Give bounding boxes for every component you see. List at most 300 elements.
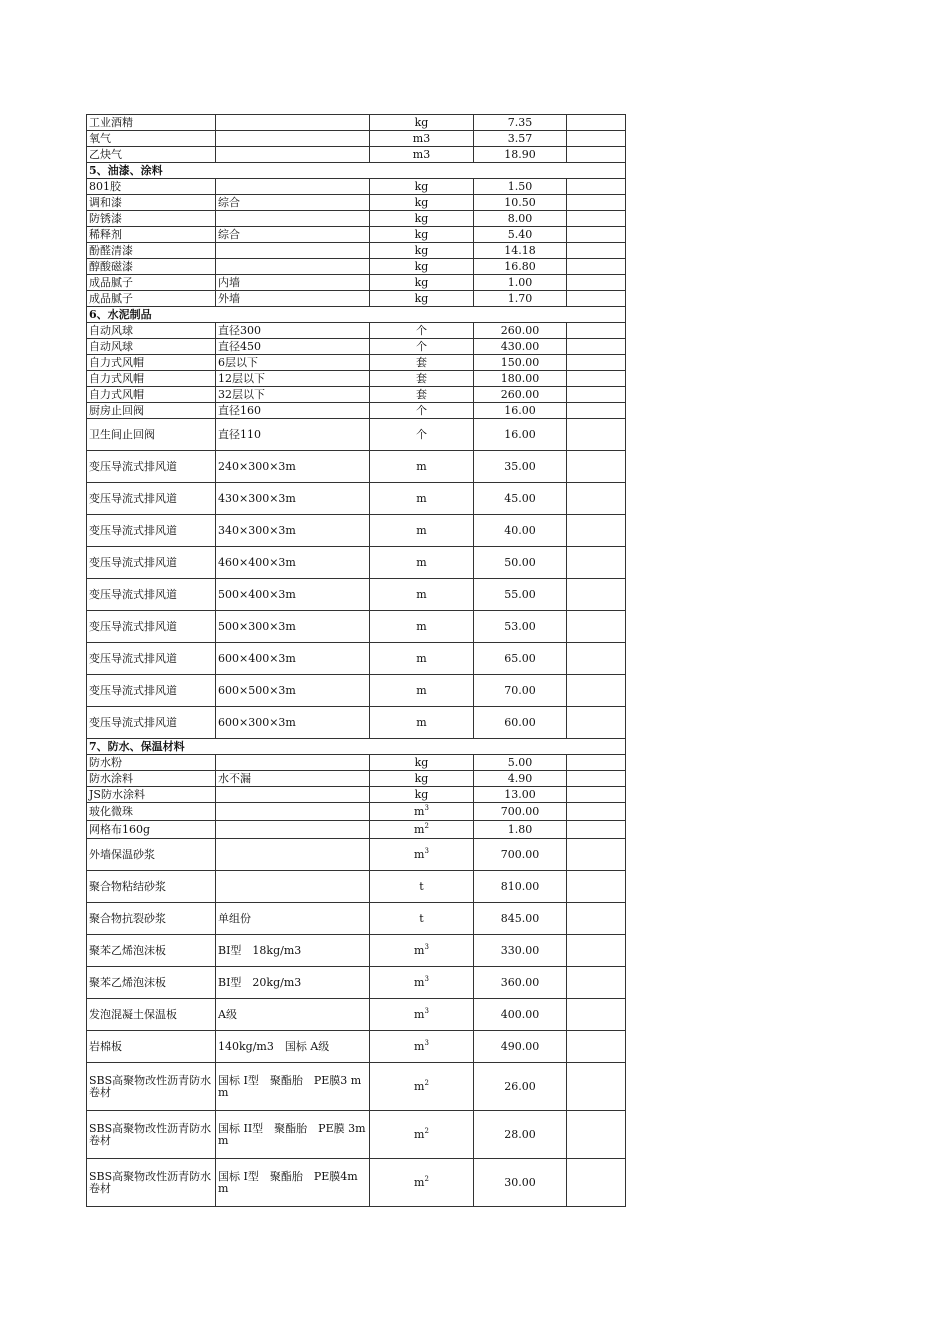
unit-text: kg [414,291,429,305]
item-unit-cell [370,515,474,547]
table-row [87,611,626,643]
unit-exponent: 3 [424,942,429,951]
unit-exponent: 3 [424,1038,429,1047]
item-spec-cell: A级 [216,999,370,1031]
unit-text: 套 [416,387,427,401]
item-unit-cell [370,1111,474,1159]
item-spec-cell: 430×300×3m [216,483,370,515]
item-name-cell: 自力式风帽 [87,371,216,387]
item-price-cell: 70.00 [474,675,567,707]
item-price-cell: 30.00 [474,1159,567,1207]
item-price-cell: 8.00 [474,211,567,227]
item-unit-cell [370,483,474,515]
item-remark-cell [567,403,626,419]
table-row [87,131,626,147]
table-row [87,211,626,227]
item-price-cell: 400.00 [474,999,567,1031]
item-unit-cell [370,275,474,291]
item-price-cell: 7.35 [474,115,567,131]
item-name-cell: 网格布160g [87,821,216,839]
unit-text: m [414,1127,425,1141]
item-spec-cell: 240×300×3m [216,451,370,483]
table-row [87,451,626,483]
item-unit-cell [370,755,474,771]
unit-text: m3 [412,131,431,145]
table-row [87,483,626,515]
item-unit-cell [370,147,474,163]
item-remark-cell [567,871,626,903]
table-row [87,259,626,275]
item-price-cell: 50.00 [474,547,567,579]
unit-text: kg [414,195,429,209]
item-name-cell: 801胶 [87,179,216,195]
item-spec-cell: BI型 18kg/m3 [216,935,370,967]
unit-text: m [416,523,427,537]
item-remark-cell [567,839,626,871]
unit-text: m [414,1007,425,1021]
item-spec-cell: 国标 I型 聚酯胎 PE膜3 mm [216,1063,370,1111]
section-title: 6、水泥制品 [87,307,626,323]
unit-text: 个 [416,323,427,337]
item-price-cell: 16.00 [474,403,567,419]
unit-text: 套 [416,355,427,369]
item-unit-cell [370,803,474,821]
item-remark-cell [567,787,626,803]
item-price-cell: 4.90 [474,771,567,787]
item-remark-cell [567,967,626,999]
item-spec-cell: 直径300 [216,323,370,339]
item-remark-cell [567,579,626,611]
item-remark-cell [567,707,626,739]
item-remark-cell [567,483,626,515]
item-remark-cell [567,387,626,403]
unit-text: m [414,1079,425,1093]
item-spec-cell: 6层以下 [216,355,370,371]
item-remark-cell [567,371,626,387]
unit-text: t [419,879,424,893]
unit-text: m [414,975,425,989]
section-title: 5、油漆、涂料 [87,163,626,179]
item-spec-cell: 32层以下 [216,387,370,403]
item-price-cell: 16.80 [474,259,567,275]
item-name-cell: 聚合物抗裂砂浆 [87,903,216,935]
table-row [87,839,626,871]
item-unit-cell [370,935,474,967]
item-remark-cell [567,755,626,771]
table-row [87,771,626,787]
unit-text: m [416,715,427,729]
table-row [87,1111,626,1159]
item-unit-cell [370,243,474,259]
unit-text: kg [414,755,429,769]
table-row [87,339,626,355]
item-unit-cell [370,451,474,483]
unit-text: kg [414,227,429,241]
item-name-cell: SBS高聚物改性沥青防水卷材 [87,1159,216,1207]
unit-text: m [416,459,427,473]
item-unit-cell [370,291,474,307]
item-price-cell: 700.00 [474,803,567,821]
item-price-cell: 10.50 [474,195,567,211]
unit-text: m [416,491,427,505]
item-remark-cell [567,147,626,163]
item-spec-cell: 综合 [216,195,370,211]
item-price-cell: 430.00 [474,339,567,355]
item-remark-cell [567,115,626,131]
item-spec-cell: 综合 [216,227,370,243]
section-header-row [87,739,626,755]
unit-text: m [416,555,427,569]
item-price-cell: 14.18 [474,243,567,259]
item-name-cell: 厨房止回阀 [87,403,216,419]
item-spec-cell: 140kg/m3 国标 A级 [216,1031,370,1063]
item-name-cell: SBS高聚物改性沥青防水卷材 [87,1063,216,1111]
unit-text: 个 [416,339,427,353]
item-name-cell: JS防水涂料 [87,787,216,803]
item-name-cell: 成品腻子 [87,275,216,291]
item-price-cell: 260.00 [474,387,567,403]
table-row [87,403,626,419]
item-unit-cell [370,355,474,371]
item-spec-cell: 直径110 [216,419,370,451]
item-price-cell: 330.00 [474,935,567,967]
unit-text: kg [414,787,429,801]
item-name-cell: 稀释剂 [87,227,216,243]
item-spec-cell: 500×400×3m [216,579,370,611]
item-remark-cell [567,211,626,227]
item-unit-cell [370,387,474,403]
item-spec-cell [216,821,370,839]
item-price-cell: 5.40 [474,227,567,243]
item-remark-cell [567,1159,626,1207]
item-name-cell: 成品腻子 [87,291,216,307]
item-unit-cell [370,547,474,579]
item-spec-cell: 460×400×3m [216,547,370,579]
item-spec-cell [216,755,370,771]
item-price-cell: 260.00 [474,323,567,339]
item-unit-cell [370,1159,474,1207]
table-row [87,821,626,839]
item-remark-cell [567,515,626,547]
table-row [87,871,626,903]
unit-exponent: 2 [424,1174,429,1183]
table-row [87,387,626,403]
item-name-cell: 变压导流式排风道 [87,675,216,707]
item-remark-cell [567,821,626,839]
table-row [87,147,626,163]
item-name-cell: 氧气 [87,131,216,147]
item-name-cell: 玻化微珠 [87,803,216,821]
table-row [87,355,626,371]
table-row [87,323,626,339]
section-header-row [87,307,626,323]
item-spec-cell [216,243,370,259]
item-remark-cell [567,355,626,371]
item-spec-cell [216,871,370,903]
item-unit-cell [370,707,474,739]
item-name-cell: 聚苯乙烯泡沫板 [87,935,216,967]
item-remark-cell [567,451,626,483]
unit-text: m [414,847,425,861]
price-table [86,114,626,1207]
item-remark-cell [567,1031,626,1063]
unit-exponent: 2 [424,1078,429,1087]
table-row [87,903,626,935]
table-row [87,935,626,967]
unit-text: m [416,683,427,697]
item-spec-cell [216,115,370,131]
unit-exponent: 3 [424,974,429,983]
unit-exponent: 3 [424,1006,429,1015]
table-row [87,755,626,771]
item-unit-cell [370,579,474,611]
item-name-cell: 防锈漆 [87,211,216,227]
table-row [87,675,626,707]
table-row [87,579,626,611]
item-remark-cell [567,547,626,579]
item-spec-cell [216,147,370,163]
item-name-cell: 变压导流式排风道 [87,611,216,643]
item-spec-cell: 600×300×3m [216,707,370,739]
unit-text: m [414,822,425,836]
table-row [87,1031,626,1063]
item-unit-cell [370,643,474,675]
table-row [87,803,626,821]
item-price-cell: 26.00 [474,1063,567,1111]
unit-text: m [414,1175,425,1189]
item-spec-cell: 单组份 [216,903,370,935]
item-price-cell: 45.00 [474,483,567,515]
item-price-cell: 53.00 [474,611,567,643]
unit-text: kg [414,211,429,225]
item-price-cell: 845.00 [474,903,567,935]
item-price-cell: 55.00 [474,579,567,611]
item-price-cell: 490.00 [474,1031,567,1063]
unit-text: m [416,587,427,601]
price-table-body [87,115,626,1207]
item-spec-cell [216,131,370,147]
unit-text: 个 [416,403,427,417]
item-unit-cell [370,259,474,275]
item-price-cell: 35.00 [474,451,567,483]
unit-exponent: 2 [424,1126,429,1135]
item-price-cell: 60.00 [474,707,567,739]
item-spec-cell [216,803,370,821]
item-spec-cell: 水不漏 [216,771,370,787]
item-remark-cell [567,259,626,275]
unit-text: kg [414,179,429,193]
unit-exponent: 3 [424,846,429,855]
item-unit-cell [370,999,474,1031]
item-name-cell: 乙炔气 [87,147,216,163]
unit-text: t [419,911,424,925]
item-unit-cell [370,227,474,243]
item-unit-cell [370,211,474,227]
item-spec-cell: 600×500×3m [216,675,370,707]
section-title: 7、防水、保温材料 [87,739,626,755]
item-unit-cell [370,403,474,419]
unit-text: m [416,651,427,665]
item-price-cell: 13.00 [474,787,567,803]
table-row [87,275,626,291]
item-remark-cell [567,291,626,307]
item-remark-cell [567,227,626,243]
table-row [87,515,626,547]
item-unit-cell [370,675,474,707]
unit-text: kg [414,115,429,129]
table-row [87,999,626,1031]
item-spec-cell: 直径160 [216,403,370,419]
item-unit-cell [370,839,474,871]
item-remark-cell [567,903,626,935]
item-remark-cell [567,1111,626,1159]
table-row [87,291,626,307]
item-remark-cell [567,771,626,787]
table-row [87,419,626,451]
item-remark-cell [567,275,626,291]
unit-text: 套 [416,371,427,385]
item-name-cell: 自力式风帽 [87,387,216,403]
item-price-cell: 180.00 [474,371,567,387]
table-row [87,787,626,803]
item-name-cell: 变压导流式排风道 [87,643,216,675]
item-spec-cell: 340×300×3m [216,515,370,547]
item-name-cell: 工业酒精 [87,115,216,131]
item-remark-cell [567,1063,626,1111]
item-unit-cell [370,115,474,131]
item-price-cell: 360.00 [474,967,567,999]
table-row [87,967,626,999]
item-name-cell: 变压导流式排风道 [87,547,216,579]
item-price-cell: 1.70 [474,291,567,307]
table-row [87,547,626,579]
unit-text: m3 [412,147,431,161]
item-name-cell: 岩棉板 [87,1031,216,1063]
item-name-cell: 变压导流式排风道 [87,515,216,547]
item-name-cell: 防水粉 [87,755,216,771]
item-spec-cell: 外墙 [216,291,370,307]
table-row [87,1159,626,1207]
item-spec-cell: 内墙 [216,275,370,291]
item-unit-cell [370,871,474,903]
item-unit-cell [370,179,474,195]
item-price-cell: 700.00 [474,839,567,871]
item-price-cell: 40.00 [474,515,567,547]
item-unit-cell [370,771,474,787]
item-spec-cell: 国标 I型 聚酯胎 PE膜4mm [216,1159,370,1207]
unit-text: m [414,1039,425,1053]
item-spec-cell: 直径450 [216,339,370,355]
item-price-cell: 16.00 [474,419,567,451]
item-name-cell: 聚苯乙烯泡沫板 [87,967,216,999]
table-row [87,179,626,195]
item-name-cell: 醇酸磁漆 [87,259,216,275]
item-name-cell: 变压导流式排风道 [87,579,216,611]
table-row [87,1063,626,1111]
item-name-cell: 调和漆 [87,195,216,211]
item-price-cell: 150.00 [474,355,567,371]
unit-text: kg [414,771,429,785]
item-spec-cell: 12层以下 [216,371,370,387]
unit-text: kg [414,259,429,273]
unit-text: m [416,619,427,633]
unit-exponent: 2 [424,821,429,830]
item-unit-cell [370,903,474,935]
item-unit-cell [370,131,474,147]
table-row [87,115,626,131]
item-price-cell: 1.50 [474,179,567,195]
item-unit-cell [370,371,474,387]
item-name-cell: 变压导流式排风道 [87,707,216,739]
item-name-cell: 变压导流式排风道 [87,451,216,483]
item-name-cell: 外墙保温砂浆 [87,839,216,871]
table-row [87,243,626,259]
item-name-cell: 自动风球 [87,323,216,339]
item-remark-cell [567,675,626,707]
unit-text: 个 [416,427,427,441]
unit-text: m [414,804,425,818]
item-remark-cell [567,611,626,643]
item-spec-cell: 国标 II型 聚酯胎 PE膜 3mm [216,1111,370,1159]
item-unit-cell [370,1031,474,1063]
item-unit-cell [370,821,474,839]
table-row [87,227,626,243]
item-name-cell: SBS高聚物改性沥青防水卷材 [87,1111,216,1159]
item-remark-cell [567,419,626,451]
item-remark-cell [567,643,626,675]
item-unit-cell [370,419,474,451]
item-remark-cell [567,339,626,355]
item-unit-cell [370,339,474,355]
item-unit-cell [370,1063,474,1111]
item-unit-cell [370,195,474,211]
unit-text: m [414,943,425,957]
item-price-cell: 18.90 [474,147,567,163]
item-spec-cell: BI型 20kg/m3 [216,967,370,999]
item-unit-cell [370,323,474,339]
item-remark-cell [567,803,626,821]
item-remark-cell [567,131,626,147]
item-spec-cell [216,179,370,195]
item-price-cell: 810.00 [474,871,567,903]
item-spec-cell: 500×300×3m [216,611,370,643]
item-price-cell: 3.57 [474,131,567,147]
item-spec-cell: 600×400×3m [216,643,370,675]
item-price-cell: 65.00 [474,643,567,675]
table-row [87,707,626,739]
section-header-row [87,163,626,179]
item-unit-cell [370,787,474,803]
item-price-cell: 28.00 [474,1111,567,1159]
table-row [87,371,626,387]
item-price-cell: 5.00 [474,755,567,771]
item-name-cell: 自动风球 [87,339,216,355]
item-remark-cell [567,179,626,195]
item-spec-cell [216,839,370,871]
item-remark-cell [567,999,626,1031]
item-remark-cell [567,243,626,259]
item-name-cell: 变压导流式排风道 [87,483,216,515]
table-row [87,195,626,211]
table-row [87,643,626,675]
item-remark-cell [567,323,626,339]
item-price-cell: 1.80 [474,821,567,839]
item-price-cell: 1.00 [474,275,567,291]
unit-exponent: 3 [424,803,429,812]
item-spec-cell [216,211,370,227]
item-unit-cell [370,967,474,999]
item-name-cell: 防水涂料 [87,771,216,787]
